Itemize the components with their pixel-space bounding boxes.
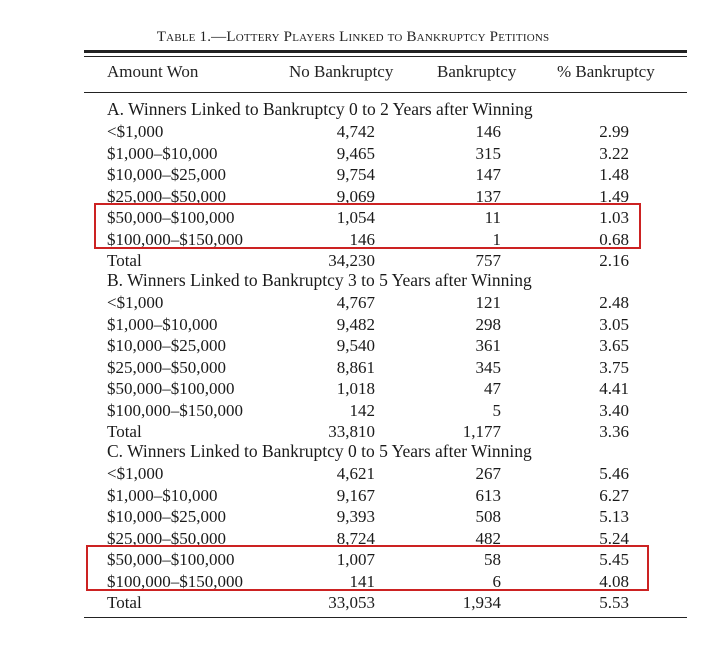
pct-bankruptcy-cell: 2.99 [599,122,629,141]
amount-cell: $50,000–$100,000 [107,208,235,227]
amount-cell: $10,000–$25,000 [107,165,226,184]
no-bankruptcy-cell: 8,861 [336,357,375,377]
top-rule-thick [84,50,687,53]
pct-bankruptcy-cell: 4.41 [599,379,629,398]
no-bankruptcy-cell: 1,054 [336,208,375,227]
bankruptcy-cell: 137 [475,186,501,206]
bankruptcy-cell: 1 [492,229,501,249]
bankruptcy-cell: 121 [475,293,501,312]
pct-bankruptcy-cell: 1.48 [599,165,629,184]
bankruptcy-cell: 5 [492,400,501,420]
pct-bankruptcy-cell: 5.53 [599,593,629,612]
total-label: Total [107,593,142,612]
bankruptcy-cell: 11 [484,208,501,227]
no-bankruptcy-cell: 33,810 [328,422,375,441]
highlight-box-section-a [94,203,641,249]
no-bankruptcy-cell: 34,230 [328,251,375,270]
pct-bankruptcy-cell: 1.03 [599,208,629,227]
bankruptcy-cell: 6 [492,571,501,591]
no-bankruptcy-cell: 141 [349,571,375,591]
no-bankruptcy-cell: 9,482 [336,314,375,334]
total-label: Total [107,422,142,441]
bankruptcy-cell: 613 [475,485,501,505]
header-no-bankruptcy: No Bankruptcy [289,62,394,81]
bankruptcy-cell: 47 [484,379,501,398]
pct-bankruptcy-cell: 3.65 [599,336,629,355]
bankruptcy-cell: 58 [484,550,501,569]
pct-bankruptcy-cell: 5.46 [599,464,629,483]
amount-cell: $25,000–$50,000 [107,186,226,206]
pct-bankruptcy-cell: 3.22 [599,143,629,163]
amount-cell: $25,000–$50,000 [107,357,226,377]
section-heading: B. Winners Linked to Bankruptcy 3 to 5 Years after Winning [107,270,532,290]
amount-cell: $10,000–$25,000 [107,507,226,526]
header-amount-won: Amount Won [107,62,199,81]
amount-cell: $100,000–$150,000 [107,571,243,591]
header-pct-bankruptcy: % Bankruptcy [557,62,655,81]
bankruptcy-cell: 1,934 [462,593,501,612]
pct-bankruptcy-cell: 6.27 [599,485,629,505]
no-bankruptcy-cell: 4,742 [336,122,375,141]
no-bankruptcy-cell: 1,007 [336,550,375,569]
bankruptcy-cell: 361 [475,336,501,355]
bankruptcy-cell: 757 [475,251,501,270]
no-bankruptcy-cell: 9,167 [336,485,375,505]
no-bankruptcy-cell: 4,621 [336,464,375,483]
pct-bankruptcy-cell: 0.68 [599,229,629,249]
pct-bankruptcy-cell: 5.24 [599,528,629,548]
top-rule-thin [84,56,687,57]
pct-bankruptcy-cell: 4.08 [599,571,629,591]
bankruptcy-cell: 298 [475,314,501,334]
pct-bankruptcy-cell: 3.05 [599,314,629,334]
no-bankruptcy-cell: 4,767 [336,293,375,312]
bankruptcy-cell: 345 [475,357,501,377]
no-bankruptcy-cell: 9,540 [336,336,375,355]
table-title: Table 1.—Lottery Players Linked to Bankruptcy Petitions [156,29,550,45]
bankruptcy-cell: 1,177 [462,422,501,441]
amount-cell: $50,000–$100,000 [107,550,235,569]
amount-cell: $1,000–$10,000 [107,485,218,505]
no-bankruptcy-cell: 33,053 [328,593,375,612]
pct-bankruptcy-cell: 3.36 [599,422,629,441]
amount-cell: $100,000–$150,000 [107,400,243,420]
amount-cell: $100,000–$150,000 [107,229,243,249]
no-bankruptcy-cell: 9,754 [336,165,375,184]
no-bankruptcy-cell: 9,393 [336,507,375,526]
no-bankruptcy-cell: 9,465 [336,143,375,163]
bankruptcy-cell: 267 [475,464,501,483]
pct-bankruptcy-cell: 2.16 [599,251,629,270]
section-heading: C. Winners Linked to Bankruptcy 0 to 5 Years after Winning [107,441,532,461]
amount-cell: $10,000–$25,000 [107,336,226,355]
pct-bankruptcy-cell: 5.45 [599,550,629,569]
amount-cell: $25,000–$50,000 [107,528,226,548]
no-bankruptcy-cell: 8,724 [336,528,375,548]
amount-cell: <$1,000 [107,464,164,483]
header-bankruptcy: Bankruptcy [437,62,517,81]
bankruptcy-cell: 315 [475,143,501,163]
pct-bankruptcy-cell: 2.48 [599,293,629,312]
amount-cell: $1,000–$10,000 [107,314,218,334]
no-bankruptcy-cell: 1,018 [336,379,375,398]
amount-cell: $50,000–$100,000 [107,379,235,398]
no-bankruptcy-cell: 142 [349,400,375,420]
no-bankruptcy-cell: 146 [349,229,375,249]
amount-cell: <$1,000 [107,293,164,312]
amount-cell: <$1,000 [107,122,164,141]
highlight-box-section-c [86,545,649,591]
bankruptcy-cell: 508 [475,507,501,526]
pct-bankruptcy-cell: 3.75 [599,357,629,377]
section-heading: A. Winners Linked to Bankruptcy 0 to 2 Years after Winning [107,99,533,119]
bankruptcy-cell: 147 [475,165,501,184]
header-rule [84,92,687,93]
no-bankruptcy-cell: 9,069 [336,186,375,206]
bankruptcy-cell: 482 [475,528,501,548]
total-label: Total [107,251,142,270]
amount-cell: $1,000–$10,000 [107,143,218,163]
pct-bankruptcy-cell: 1.49 [599,186,629,206]
bottom-rule [84,617,687,618]
pct-bankruptcy-cell: 3.40 [599,400,629,420]
bankruptcy-cell: 146 [475,122,501,141]
pct-bankruptcy-cell: 5.13 [599,507,629,526]
